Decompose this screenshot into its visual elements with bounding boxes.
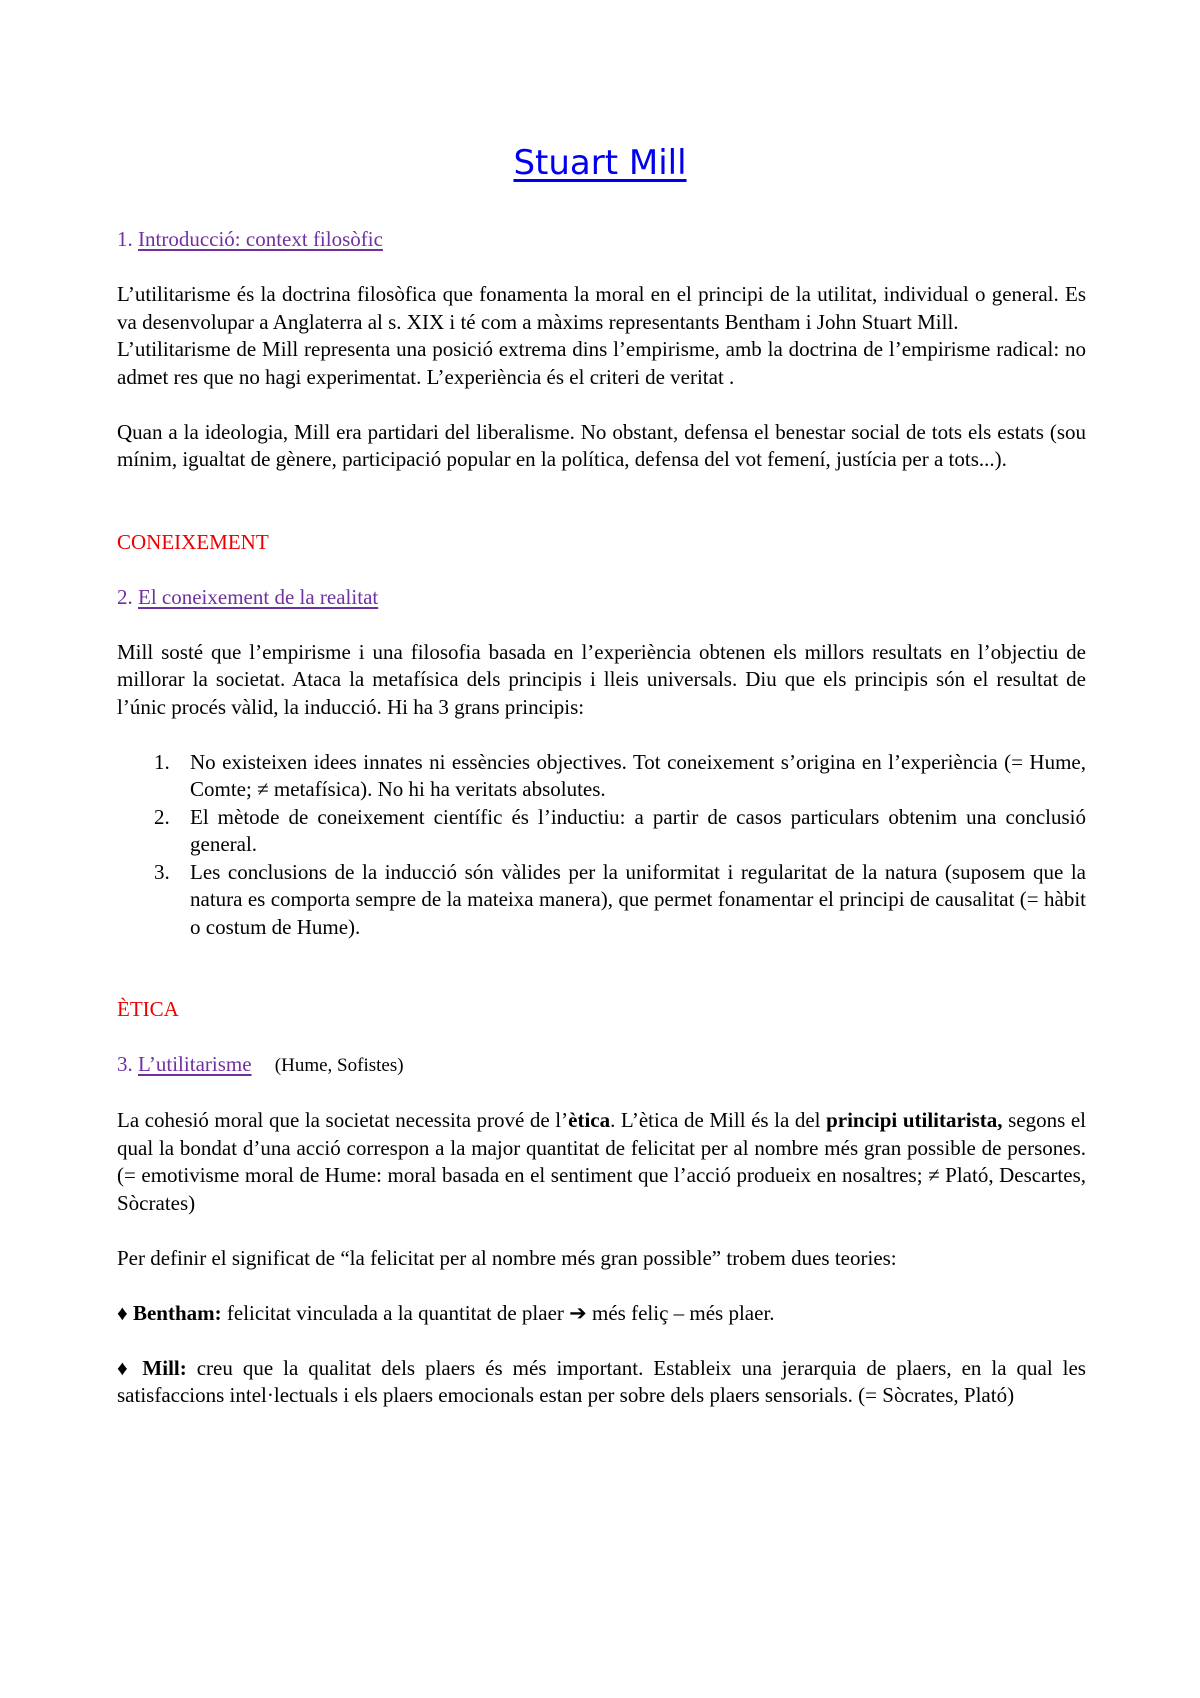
- text-run: felicitat vinculada a la quantitat de plaer: [221, 1300, 570, 1325]
- page-title[interactable]: Stuart Mill: [513, 143, 687, 183]
- label-etica: ÈTICA: [117, 997, 179, 1021]
- section-3-note: (Hume, Sofistes): [274, 1055, 404, 1076]
- section-1-number: 1.: [117, 227, 133, 251]
- list-item: [117, 804, 1086, 859]
- section-1-link[interactable]: Introducció: context filosòfic: [138, 227, 383, 251]
- list-item-text: Les conclusions de la inducció són vàlides per la uniformitat i regularitat de la natura (suposem que la natura es comporta sempre de la mateixa manera), que permet fonamentar el principi de causalitat (= hàbit o costum de Hume).: [190, 859, 1086, 939]
- list-marker: 2.: [154, 804, 170, 829]
- mill-theory: [117, 1355, 1086, 1410]
- bold-term-principi: principi utilitarista,: [826, 1108, 1003, 1132]
- label-coneixement: CONEIXEMENT: [117, 529, 269, 554]
- section-2-heading: [117, 584, 1086, 612]
- bentham-theory: [117, 1300, 1086, 1328]
- section-1-paragraph-3: Quan a la ideologia, Mill era partidari del liberalisme. No obstant, defensa el benestar social de tots els estats (sou mínim, igualtat de gènere, participació popular en la política, defensa del vot femení, justícia per a tots...).: [117, 419, 1086, 471]
- section-3-heading: [117, 1051, 1086, 1080]
- section-3-number: 3.: [117, 1052, 133, 1076]
- mill-label: ♦ Mill:: [117, 1355, 187, 1380]
- list-item-text: El mètode de coneixement científic és l’inductiu: a partir de casos particulars obtenim una conclusió general.: [190, 804, 1086, 856]
- bold-term-etica: ètica: [568, 1108, 611, 1132]
- arrow-right-icon: ➔: [569, 1300, 587, 1325]
- document-body: [117, 226, 1086, 1410]
- section-2-paragraph-1: Mill sosté que l’empirisme i una filosofia basada en l’experiència obtenen els millors resultats en l’objectiu de millorar la societat. Ataca la metafísica dels principis i lleis universals. Diu que els principis són el resultat de l’únic procés vàlid, la inducció. Hi ha 3 grans principis:: [117, 639, 1086, 719]
- list-item-text: No existeixen idees innates ni essències objectives. Tot coneixement s’origina en l’experiència (= Hume, Comte; ≠ metafísica). No hi ha veritats absolutes.: [190, 749, 1086, 801]
- section-3-paragraph-1: [117, 1107, 1086, 1217]
- section-2-number: 2.: [117, 584, 133, 609]
- section-3-link[interactable]: L’utilitarisme: [138, 1052, 252, 1076]
- principles-list: [117, 749, 1086, 942]
- text-run: . L’ètica de Mill és la del: [610, 1108, 827, 1132]
- section-1-paragraph-2: L’utilitarisme de Mill representa una posició extrema dins l’empirisme, amb la doctrina de l’empirisme radical: no admet res que no hagi experimentat. L’experiència és el criteri de veritat .: [117, 337, 1086, 389]
- section-3-paragraph-2: Per definir el significat de “la felicitat per al nombre més gran possible” trobem dues teories:: [117, 1245, 897, 1270]
- section-2-link[interactable]: El coneixement de la realitat: [138, 584, 379, 609]
- section-1-paragraph-1: L’utilitarisme és la doctrina filosòfica que fonamenta la moral en el principi de la utilitat, individual o general. Es va desenvolupar a Anglaterra al s. XIX i té com a màxims representants Bentham i John Stuart Mill.: [117, 282, 1086, 334]
- text-run: creu que la qualitat dels plaers és més important. Estableix una jerarquia de plaers, en la qual les satisfaccions intel·lectuals i els plaers emocionals estan per sobre dels plaers sensorials. (= Sòcrates, Plató): [117, 1355, 1086, 1407]
- list-marker: 3.: [154, 859, 170, 884]
- text-run: segons el qual la bondat d’una acció correspon a la major quantitat de felicitat per al nombre més gran possible de persones. (= emotivisme moral de Hume: moral basada en el sentiment que l’acció produeix en nosaltres; ≠ Plató, Descartes, Sòcrates): [117, 1108, 1086, 1215]
- list-marker: 1.: [154, 749, 170, 774]
- text-run: La cohesió moral que la societat necessita prové de l’: [117, 1108, 569, 1132]
- section-1-heading: [117, 226, 1086, 254]
- list-item: [117, 859, 1086, 942]
- bentham-label: ♦ Bentham:: [117, 1300, 222, 1325]
- list-item: [117, 749, 1086, 804]
- text-run: més feliç – més plaer.: [586, 1300, 775, 1325]
